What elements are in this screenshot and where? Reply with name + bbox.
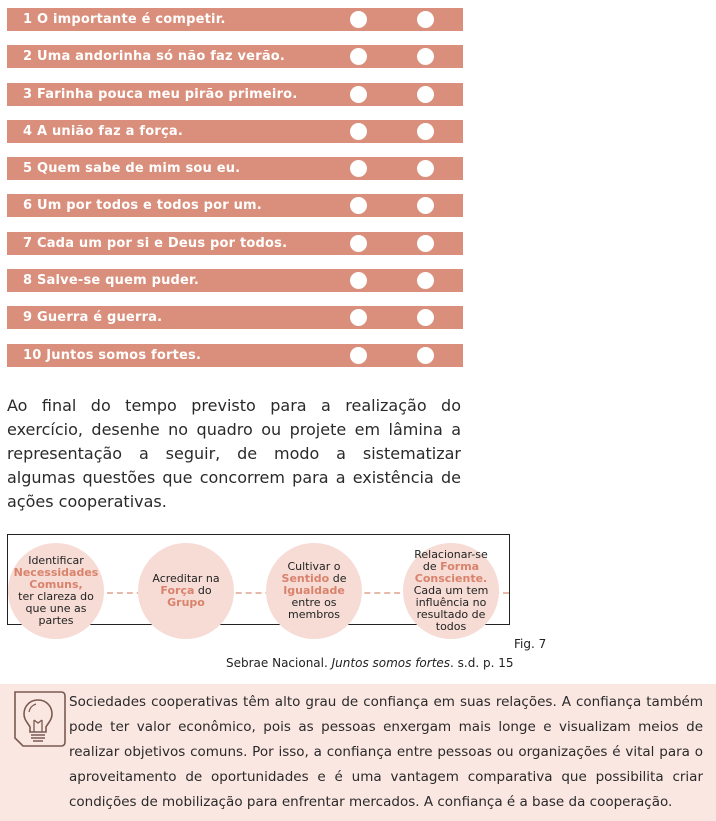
option-row-8 [7,269,463,292]
diagram-circle-forca [138,543,234,639]
circle-text: partes [38,614,74,627]
option-row-7 [7,232,463,255]
circle-text: resultado de [416,608,486,621]
circle-highlight: Força [160,584,195,597]
option-label: 9 Guerra é guerra. [23,310,163,326]
circle-text: todos [435,620,467,633]
figure-label: Fig. 7 [514,637,547,651]
radio-button-a[interactable] [350,272,367,289]
option-row-2 [7,45,463,68]
option-label: 10 Juntos somos fortes. [23,347,202,363]
option-row-4 [7,120,463,143]
source-rest: . s.d. p. 15 [450,656,514,670]
radio-button-b[interactable] [417,86,434,103]
circle-text: Acreditar na [152,572,220,585]
circle-highlight: Grupo [167,596,205,609]
cooperation-diagram [7,534,510,633]
radio-button-a[interactable] [350,347,367,364]
option-label: 4 A união faz a força. [23,123,183,139]
circle-highlight: Sentido [281,572,330,585]
circle-text: que une as [25,602,87,615]
radio-button-b[interactable] [417,48,434,65]
info-box [0,684,716,821]
radio-button-b[interactable] [417,235,434,252]
radio-button-a[interactable] [350,123,367,140]
radio-button-a[interactable] [350,160,367,177]
circle-highlight: Necessidades [13,566,99,579]
option-row-6 [7,194,463,217]
radio-button-a[interactable] [350,197,367,214]
radio-button-a[interactable] [350,48,367,65]
source-title: Juntos somos fortes [331,656,451,670]
radio-button-b[interactable] [417,272,434,289]
option-label: 5 Quem sabe de mim sou eu. [23,161,241,177]
circle-highlight: Comuns, [29,578,83,591]
circle-highlight: Igualdade [283,584,345,597]
circle-text: Relacionar-se [414,548,488,561]
radio-button-b[interactable] [417,347,434,364]
radio-button-b[interactable] [417,197,434,214]
option-label: 6 Um por todos e todos por um. [23,198,262,214]
radio-button-b[interactable] [417,11,434,28]
figure-source [226,656,514,670]
option-row-5 [7,157,463,180]
option-label: 8 Salve-se quem puder. [23,273,199,289]
circle-text: entre os [291,596,337,609]
option-row-1 [7,8,463,31]
option-label: 7 Cada um por si e Deus por todos. [23,235,288,251]
radio-button-b[interactable] [417,309,434,326]
info-text: Sociedades cooperativas têm alto grau de confiança em suas relações. A confiança também pode ter valor econômico, pois as pessoas enxergam mais longe e visualizam meios de realizar objetivos comuns. Por isso, a confiança entre pessoas ou organizações é vital para o aproveitamento de oportunidades e é uma vantagem comparativa que possibilita criar condições de mobilização para enfrentar mercados. A confiança é a base da cooperação. [69,694,703,810]
source-author: Sebrae Nacional. [226,656,328,670]
circle-text: Cultivar o [287,560,341,573]
option-label: 3 Farinha pouca meu pirão primeiro. [23,86,298,102]
circle-text: Identificar [28,554,84,567]
option-label: 1 O importante é competir. [23,12,226,27]
circle-text: Cada um tem [413,584,489,597]
radio-button-a[interactable] [350,309,367,326]
circle-text: de [422,560,441,573]
instruction-paragraph: Ao final do tempo previsto para a realização do exercício, desenhe no quadro ou projete em lâmina a representação a seguir, de modo a sistematizar algumas questões que concorrem para a existência de ações cooperativas. [7,396,461,511]
diagram-circle-igualdade [266,543,362,639]
circle-text: de [329,572,347,585]
circle-text: membros [288,608,340,621]
option-label: 2 Uma andorinha só não faz verão. [23,49,286,65]
lightbulb-icon [9,690,67,748]
radio-button-a[interactable] [350,235,367,252]
option-row-9 [7,306,463,329]
radio-button-a[interactable] [350,11,367,28]
circle-highlight: Consciente. [414,572,488,585]
diagram-circle-necessidades [8,543,104,639]
option-row-3 [7,83,463,106]
options-list [7,8,463,381]
radio-button-b[interactable] [417,160,434,177]
diagram-circle-consciente [403,543,499,639]
circle-text: ter clareza do [18,590,94,603]
circle-text: do [194,584,212,597]
circle-text: influência no [415,596,487,609]
radio-button-a[interactable] [350,86,367,103]
radio-button-b[interactable] [417,123,434,140]
option-row-10 [7,344,463,367]
circle-highlight: Forma [440,560,480,573]
